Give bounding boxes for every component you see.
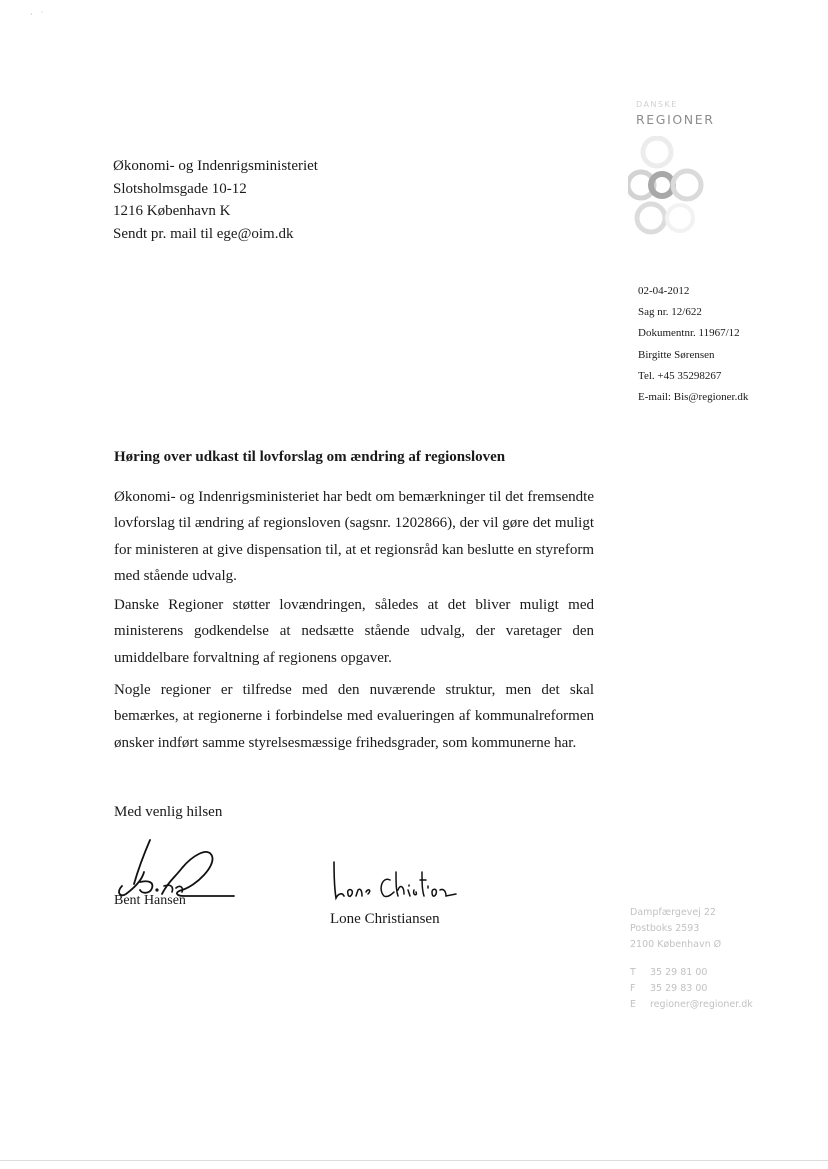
document-number: Dokumentnr. 11967/12: [638, 327, 740, 340]
paragraph-3: Nogle regioner er tilfredse med den nuværende struktur, men det skal bemærkes, at regionerne i forbindelse med evalueringen af kommunalreformen ønsker indført samme styrelsesmæssige frihedsgrader, som kommunerne har.: [114, 682, 594, 751]
footer-postbox: Postboks 2593: [630, 923, 700, 934]
footer-contact: [630, 965, 753, 1013]
letter-date: 02-04-2012: [638, 285, 690, 297]
recipient-line-2: Slotsholmsgade 10-12: [113, 180, 247, 197]
reference-block: [638, 281, 748, 408]
recipient-line-1: Økonomi- og Indenrigsministeriet: [113, 158, 318, 174]
footer-email-row: [630, 997, 753, 1013]
scan-edge-line: [0, 1160, 828, 1161]
letter-subject: Høring over udkast til lovforslag om ændring af regionsloven: [114, 449, 506, 465]
email-value: regioner@regioner.dk: [650, 999, 753, 1010]
signature-lone-christiansen: [328, 858, 468, 908]
logo-name: REGIONER: [636, 112, 715, 127]
footer-phone-row: [630, 965, 753, 981]
contact-person: Birgitte Sørensen: [638, 348, 715, 361]
fax-value: 35 29 83 00: [650, 983, 708, 994]
paragraph-2: Danske Regioner støtter lovændringen, således at det bliver muligt med ministerens godkendelse at nedsætte stående udvalg, der varetager den umiddelbare forvaltning af regionens opgaver.: [114, 597, 594, 666]
organisation-footer: [630, 905, 753, 1013]
email-label: E: [630, 999, 637, 1010]
contact-phone: Tel. +45 35298267: [638, 369, 722, 382]
signer-2-name: Lone Christiansen: [330, 911, 440, 927]
phone-label: T: [630, 967, 636, 978]
recipient-address: [113, 155, 318, 245]
signer-1-name: Bent Hansen: [114, 893, 186, 908]
recipient-line-3: 1216 København K: [113, 203, 231, 219]
contact-email: E-mail: Bis@regioner.dk: [638, 391, 749, 404]
recipient-line-4: Sendt pr. mail til ege@oim.dk: [113, 225, 294, 242]
fax-label: F: [630, 983, 636, 994]
footer-street: Dampfærgevej 22: [630, 907, 716, 918]
phone-value: 35 29 81 00: [650, 967, 708, 978]
footer-city: 2100 København Ø: [630, 939, 722, 950]
case-number: Sag nr. 12/622: [638, 306, 702, 319]
closing-phrase: Med venlig hilsen: [114, 804, 223, 820]
scan-specks: · ˙: [30, 10, 44, 19]
logo-small-word: DANSKE: [636, 100, 678, 109]
paragraph-1: Økonomi- og Indenrigsministeriet har bedt om bemærkninger til det fremsendte lovforslag til ændring af regionsloven (sagsnr. 1202866), der vil gøre det muligt for ministeren at give dispensation til, at et regionsråd kan beslutte en styreform med stående udvalg.: [114, 489, 594, 584]
danske-regioner-logo: [628, 96, 738, 246]
logo-circles-icon: [628, 136, 718, 241]
footer-fax-row: [630, 981, 753, 997]
